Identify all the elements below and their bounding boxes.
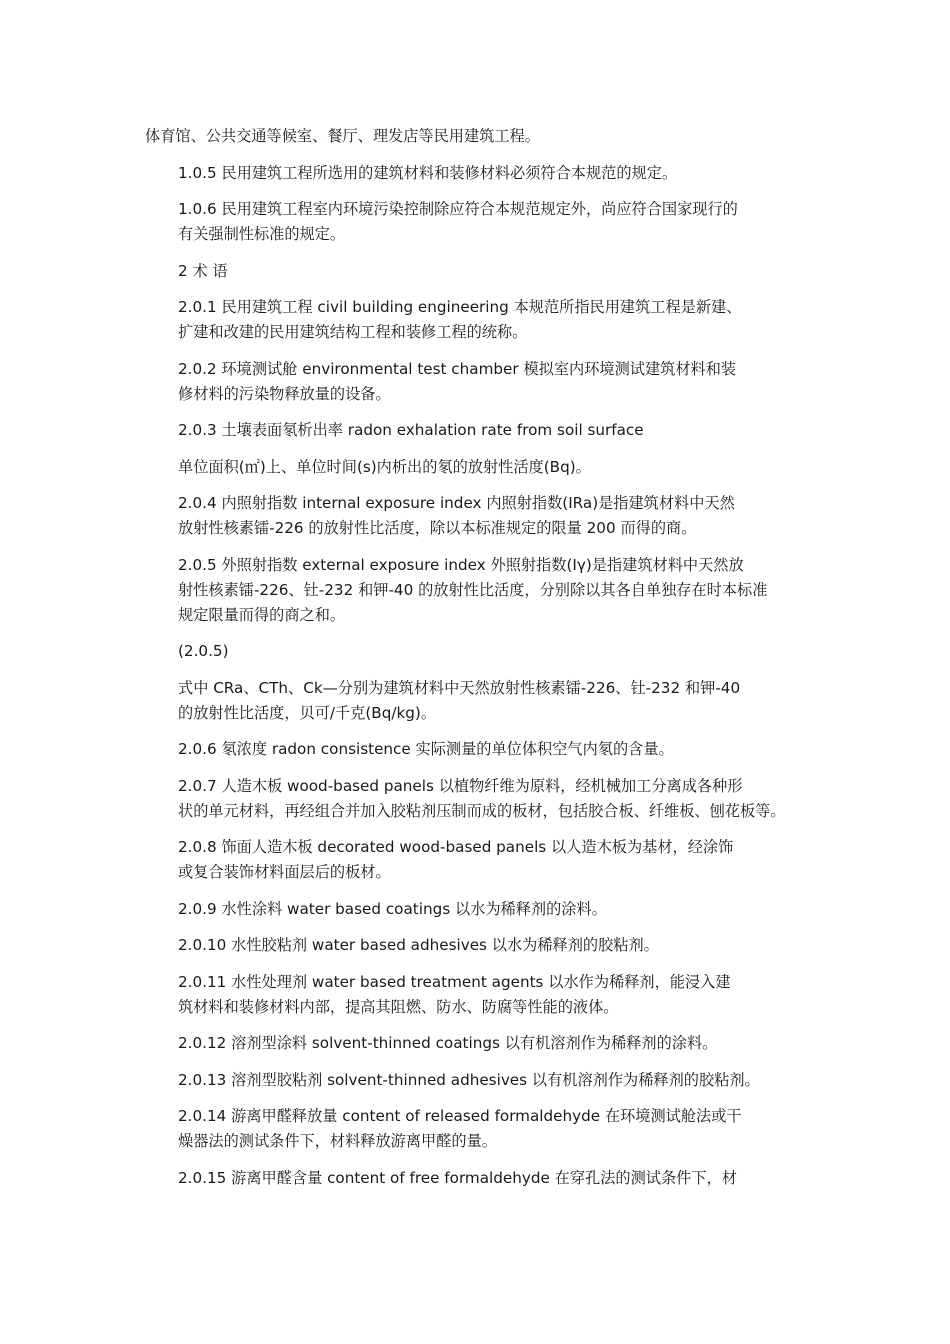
paragraph: [145, 835, 825, 885]
text-line: 状的单元材料，再经组合并加入胶粘剂压制而成的板材，包括胶合板、纤维板、刨花板等。: [178, 801, 786, 820]
text-line: 放射性核素镭-226 的放射性比活度，除以本标准规定的限量 200 而得的商。: [178, 519, 697, 537]
text-line: 的放射性比活度，贝可/千克(Bq/kg)。: [178, 703, 437, 722]
text-line: 2.0.10 水性胶粘剂 water based adhesives 以水为稀释剂的胶粘剂。: [178, 936, 659, 954]
text-line: 2.0.5 外照射指数 external exposure index 外照射指数(Iγ)是指建筑材料中天然放: [178, 555, 744, 574]
text-line: 1.0.6 民用建筑工程室内环境污染控制除应符合本规范规定外，尚应符合国家现行的: [178, 200, 738, 218]
text-line: 式中 CRa、CTh、Ck—分别为建筑材料中天然放射性核素镭-226、钍-232 和钾-40: [178, 678, 741, 697]
text-line: 扩建和改建的民用建筑结构工程和装修工程的统称。: [178, 323, 528, 341]
paragraph: [145, 553, 825, 628]
paragraph: [145, 357, 825, 407]
paragraph: [145, 1031, 825, 1056]
paragraph: [145, 455, 825, 480]
text-line: 燥器法的测试条件下，材料释放游离甲醛的量。: [178, 1132, 497, 1150]
paragraph: [145, 491, 825, 541]
text-line: 1.0.5 民用建筑工程所选用的建筑材料和装修材料必须符合本规范的规定。: [178, 163, 678, 182]
text-line: 2 术 语: [178, 261, 228, 280]
paragraph: [145, 124, 825, 149]
text-line: 2.0.4 内照射指数 internal exposure index 内照射指数(IRa)是指建筑材料中天然: [178, 494, 735, 512]
text-line: 射性核素镭-226、钍-232 和钾-40 的放射性比活度，分别除以其各自单独存在时本标准: [178, 580, 768, 599]
text-line: 2.0.3 土壤表面氡析出率 radon exhalation rate from soil surface: [178, 421, 644, 439]
paragraph: [145, 295, 825, 345]
text-line: 修材料的污染物释放量的设备。: [178, 384, 391, 403]
text-line: 筑材料和装修材料内部，提高其阻燃、防水、防腐等性能的液体。: [178, 997, 619, 1016]
text-line: (2.0.5): [178, 642, 229, 660]
text-line: 规定限量而得的商之和。: [178, 605, 346, 624]
paragraph: [145, 639, 825, 664]
text-line: 2.0.7 人造木板 wood-based panels 以植物纤维为原料，经机械加工分离成各种形: [178, 776, 743, 795]
paragraph: [145, 897, 825, 922]
paragraph: [145, 1166, 825, 1191]
text-line: 或复合装饰材料面层后的板材。: [178, 863, 391, 881]
paragraph: [145, 774, 825, 824]
text-line: 2.0.9 水性涂料 water based coatings 以水为稀释剂的涂料。: [178, 899, 607, 918]
document-page: [145, 124, 825, 1202]
text-line: 2.0.1 民用建筑工程 civil building engineering 本规范所指民用建筑工程是新建、: [178, 298, 742, 316]
text-line: 2.0.11 水性处理剂 water based treatment agents 以水作为稀释剂，能浸入建: [178, 972, 731, 991]
paragraph: [145, 970, 825, 1020]
text-line: 2.0.14 游离甲醛释放量 content of released formaldehyde 在环境测试舱法或干: [178, 1107, 742, 1125]
paragraph: [145, 933, 825, 958]
paragraph: [145, 197, 825, 247]
text-line: 2.0.15 游离甲醛含量 content of free formaldehyde 在穿孔法的测试条件下，材: [178, 1168, 737, 1187]
text-line: 单位面积(㎡)上、单位时间(s)内析出的氡的放射性活度(Bq)。: [178, 457, 591, 476]
paragraph: [145, 418, 825, 443]
paragraph: [145, 737, 825, 762]
paragraph: [145, 161, 825, 186]
text-line: 2.0.6 氡浓度 radon consistence 实际测量的单位体积空气内氡的含量。: [178, 740, 674, 758]
text-line: 2.0.12 溶剂型涂料 solvent-thinned coatings 以有机溶剂作为稀释剂的涂料。: [178, 1034, 718, 1052]
paragraph: [145, 1068, 825, 1093]
text-line: 2.0.8 饰面人造木板 decorated wood-based panels 以人造木板为基材，经涂饰: [178, 838, 734, 856]
text-line: 体育馆、公共交通等候室、餐厅、理发店等民用建筑工程。: [145, 127, 540, 145]
text-line: 2.0.13 溶剂型胶粘剂 solvent-thinned adhesives 以有机溶剂作为稀释剂的胶粘剂。: [178, 1070, 760, 1089]
paragraph: [145, 259, 825, 284]
text-line: 2.0.2 环境测试舱 environmental test chamber 模拟室内环境测试建筑材料和装: [178, 359, 737, 378]
text-line: 有关强制性标准的规定。: [178, 225, 346, 243]
paragraph: [145, 676, 825, 726]
paragraph: [145, 1104, 825, 1154]
